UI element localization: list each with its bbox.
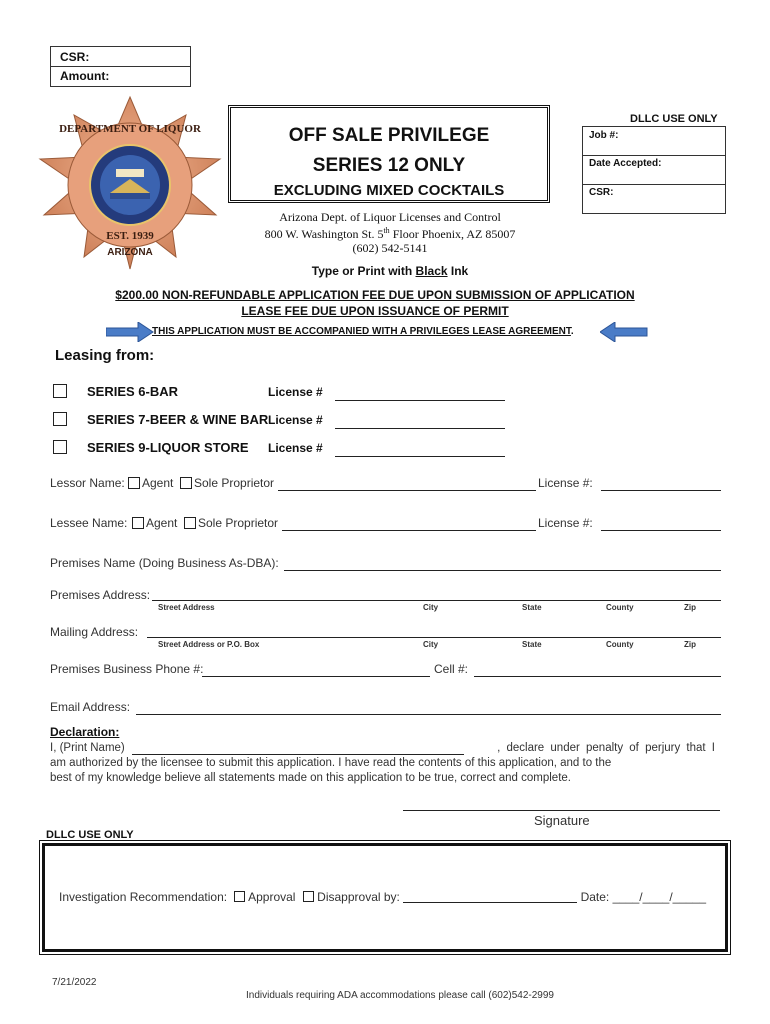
signature-label: Signature [534, 813, 590, 828]
series9-row [53, 439, 513, 459]
leasing-heading: Leasing from: [55, 347, 155, 364]
series9-license-label: License # [268, 441, 323, 455]
mailing-state-caption: State [522, 640, 542, 649]
ink-instruction: Type or Print with Black Ink [311, 264, 469, 278]
premises-address-label: Premises Address: [50, 588, 151, 602]
csr-label: CSR: [60, 50, 90, 64]
lessee-row [50, 516, 722, 534]
email-field[interactable] [136, 714, 721, 715]
agency-address: 800 W. Washington St. 5th Floor Phoenix, AZ 85007 [264, 226, 516, 241]
premises-zip-caption: Zip [684, 603, 696, 612]
lessee-license-field[interactable] [601, 530, 721, 531]
svg-text:DEPARTMENT OF LIQUOR: DEPARTMENT OF LIQUOR [59, 123, 201, 135]
star-seal-icon [36, 95, 224, 271]
cell-field[interactable] [474, 676, 721, 677]
investigation-row [59, 890, 719, 908]
signature-field[interactable] [403, 810, 720, 811]
premises-address-field[interactable] [152, 600, 721, 601]
lessee-agent-checkbox[interactable] [132, 517, 144, 529]
premises-city-caption: City [423, 603, 439, 612]
lessee-agent-label: Agent [146, 516, 178, 530]
lessor-agent-checkbox[interactable] [128, 477, 140, 489]
agency-name: Arizona Dept. of Liquor Licenses and Control [279, 210, 501, 224]
csr-office-label: CSR: [589, 187, 614, 198]
series6-row [53, 383, 513, 403]
disapproval-checkbox[interactable] [303, 891, 314, 902]
disapproval-by-field[interactable] [403, 902, 577, 903]
arrow-left-icon [600, 322, 648, 342]
mailing-county-caption: County [606, 640, 634, 649]
declaration-line3: best of my knowledge believe all statements made on this application to be true, correct and complete. [50, 772, 571, 784]
disapproval-label: Disapproval by: [317, 890, 400, 904]
declaration-line2: am authorized by the licensee to submit this application. I have read the contents of this application, and to the [50, 757, 612, 769]
business-phone-field[interactable] [202, 676, 430, 677]
approval-label: Approval [248, 890, 296, 904]
declaration-line1: I, (Print Name) , declare under penalty of perjury that I [50, 742, 715, 754]
title-line2: SERIES 12 ONLY [312, 155, 466, 176]
title-box [228, 105, 550, 203]
ada-notice: Individuals requiring ADA accommodations please call (602)542-2999 [246, 990, 554, 1001]
premises-name-label: Premises Name (Doing Business As-DBA): [50, 556, 279, 570]
premises-name-row [50, 556, 722, 574]
series6-license-label: License # [268, 385, 323, 399]
mailing-street-caption: Street Address or P.O. Box [158, 640, 260, 649]
date-accepted-label: Date Accepted: [589, 158, 662, 169]
premises-street-caption: Street Address [158, 603, 215, 612]
series7-license-label: License # [268, 413, 323, 427]
lessee-name-field[interactable] [282, 530, 536, 531]
title-line1: OFF SALE PRIVILEGE [288, 125, 490, 146]
agency-phone: (602) 542-5141 [352, 241, 428, 255]
series6-label: SERIES 6-BAR [87, 384, 179, 399]
fee-line1: $200.00 NON-REFUNDABLE APPLICATION FEE DUE UPON SUBMISSION OF APPLICATION [115, 288, 635, 302]
series7-label: SERIES 7-BEER & WINE BAR [87, 412, 269, 427]
lessor-license-field[interactable] [601, 490, 721, 491]
mailing-zip-caption: Zip [684, 640, 696, 649]
svg-text:ARIZONA: ARIZONA [107, 247, 153, 258]
premises-address-row [50, 588, 722, 618]
series9-checkbox[interactable] [53, 440, 67, 454]
date-field[interactable]: Date: ____/____/_____ [580, 890, 707, 904]
lessor-row [50, 476, 722, 494]
email-row [50, 700, 722, 718]
mailing-city-caption: City [423, 640, 439, 649]
revision-date: 7/21/2022 [52, 977, 97, 988]
series9-label: SERIES 9-LIQUOR STORE [87, 440, 249, 455]
dllc-bottom-heading: DLLC USE ONLY [46, 829, 134, 841]
approval-checkbox[interactable] [234, 891, 245, 902]
lessee-sole-label: Sole Proprietor [198, 516, 279, 530]
business-phone-label: Premises Business Phone #: [50, 662, 204, 676]
series7-row [53, 411, 513, 431]
title-line3: EXCLUDING MIXED COCKTAILS [273, 182, 505, 199]
lessee-sole-checkbox[interactable] [184, 517, 196, 529]
dllc-bottom-box [42, 843, 728, 952]
print-name-field[interactable] [132, 754, 464, 755]
dllc-top-box [582, 126, 726, 214]
premises-county-caption: County [606, 603, 634, 612]
lessor-license-label: License #: [538, 476, 593, 490]
dllc-top-heading: DLLC USE ONLY [630, 113, 718, 125]
svg-text:EST. 1939: EST. 1939 [106, 230, 154, 242]
lessee-label: Lessee Name: [50, 516, 128, 530]
fee-line2: LEASE FEE DUE UPON ISSUANCE OF PERMIT [241, 304, 509, 318]
series9-license-field[interactable] [335, 456, 505, 457]
series7-checkbox[interactable] [53, 412, 67, 426]
lessor-name-field[interactable] [278, 490, 536, 491]
lessee-license-label: License #: [538, 516, 593, 530]
series6-checkbox[interactable] [53, 384, 67, 398]
lessor-label: Lessor Name: [50, 476, 125, 490]
lessor-sole-label: Sole Proprietor [194, 476, 275, 490]
lessor-sole-checkbox[interactable] [180, 477, 192, 489]
mailing-address-row [50, 625, 722, 655]
premises-state-caption: State [522, 603, 542, 612]
csr-amount-box [50, 46, 191, 87]
series6-license-field[interactable] [335, 400, 505, 401]
investigation-label: Investigation Recommendation: [59, 890, 228, 904]
cell-label: Cell #: [434, 662, 469, 676]
arrow-right-icon [106, 322, 154, 342]
email-label: Email Address: [50, 700, 131, 714]
mailing-address-label: Mailing Address: [50, 625, 139, 639]
mailing-address-field[interactable] [147, 637, 721, 638]
lessor-agent-label: Agent [142, 476, 174, 490]
phone-row [50, 662, 722, 680]
lease-agreement-notice: THIS APPLICATION MUST BE ACCOMPANIED WITH A PRIVILEGES LEASE AGREEMENT. [152, 326, 574, 337]
series7-license-field[interactable] [335, 428, 505, 429]
job-number-label: Job #: [589, 130, 619, 141]
premises-name-field[interactable] [284, 570, 721, 571]
declaration-heading: Declaration: [50, 725, 120, 739]
amount-label: Amount: [60, 69, 110, 83]
department-seal [36, 95, 224, 271]
